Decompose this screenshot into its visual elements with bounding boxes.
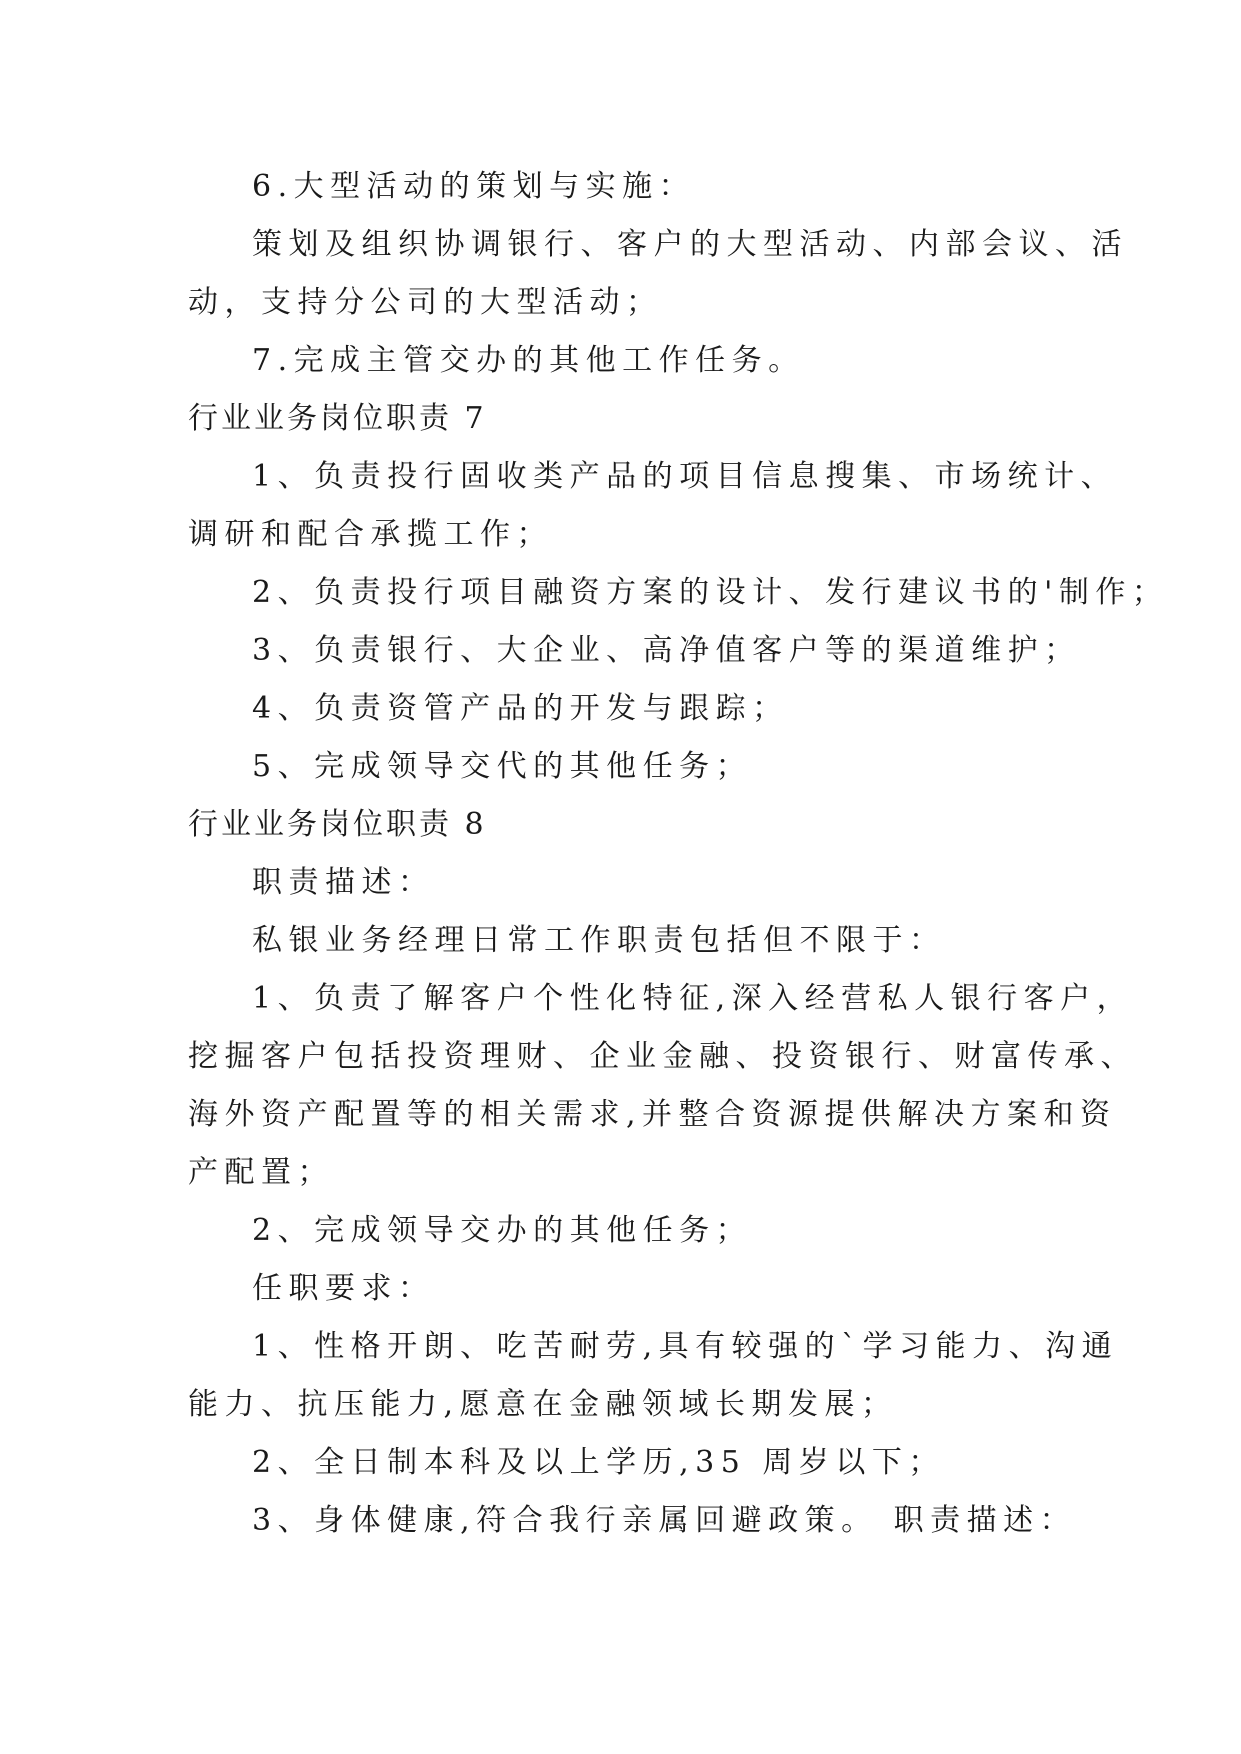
item-6-text-line-2: 动，支持分公司的大型活动； <box>188 285 663 320</box>
s8-requirements-label: 任职要求： <box>252 1271 435 1306</box>
item-6-title: 6.大型活动的策划与实施： <box>252 169 696 204</box>
s7-item-1-line-2: 调研和配合承揽工作； <box>188 517 553 552</box>
s7-item-4: 4、负责资管产品的开发与跟踪； <box>252 691 789 726</box>
item-7-text: 7.完成主管交办的其他工作任务。 <box>252 343 805 378</box>
s8-duty-label: 职责描述： <box>252 865 435 900</box>
s8-duty-1-line-4: 产配置； <box>188 1155 334 1190</box>
s7-item-2: 2、负责投行项目融资方案的设计、发行建议书的'制作； <box>252 575 1169 610</box>
section-heading-7: 行业业务岗位职责 7 <box>188 401 487 436</box>
s8-duty-1-line-2: 挖掘客户包括投资理财、企业金融、投资银行、财富传承、 <box>188 1039 1137 1074</box>
s8-duty-1-line-3: 海外资产配置等的相关需求,并整合资源提供解决方案和资 <box>188 1097 1117 1132</box>
item-6-text-line-1: 策划及组织协调银行、客户的大型活动、内部会议、活 <box>252 227 1128 262</box>
s8-duty-2: 2、完成领导交办的其他任务； <box>252 1213 753 1248</box>
s8-req-1-line-2: 能力、抗压能力,愿意在金融领域长期发展； <box>188 1387 898 1422</box>
s8-req-1-line-1: 1、性格开朗、吃苦耐劳,具有较强的`学习能力、沟通 <box>252 1329 1119 1364</box>
s8-duty-intro: 私银业务经理日常工作职责包括但不限于： <box>252 923 946 958</box>
s8-req-3: 3、身体健康,符合我行亲属回避政策。 职责描述： <box>252 1503 1077 1538</box>
s7-item-5: 5、完成领导交代的其他任务； <box>252 749 753 784</box>
s8-duty-1-line-1: 1、负责了解客户个性化特征,深入经营私人银行客户， <box>252 981 1134 1016</box>
s7-item-1-line-1: 1、负责投行固收类产品的项目信息搜集、市场统计、 <box>252 459 1118 494</box>
s7-item-3: 3、负责银行、大企业、高净值客户等的渠道维护； <box>252 633 1081 668</box>
s8-req-2: 2、全日制本科及以上学历,35 周岁以下； <box>252 1445 945 1480</box>
section-heading-8: 行业业务岗位职责 8 <box>188 807 487 842</box>
